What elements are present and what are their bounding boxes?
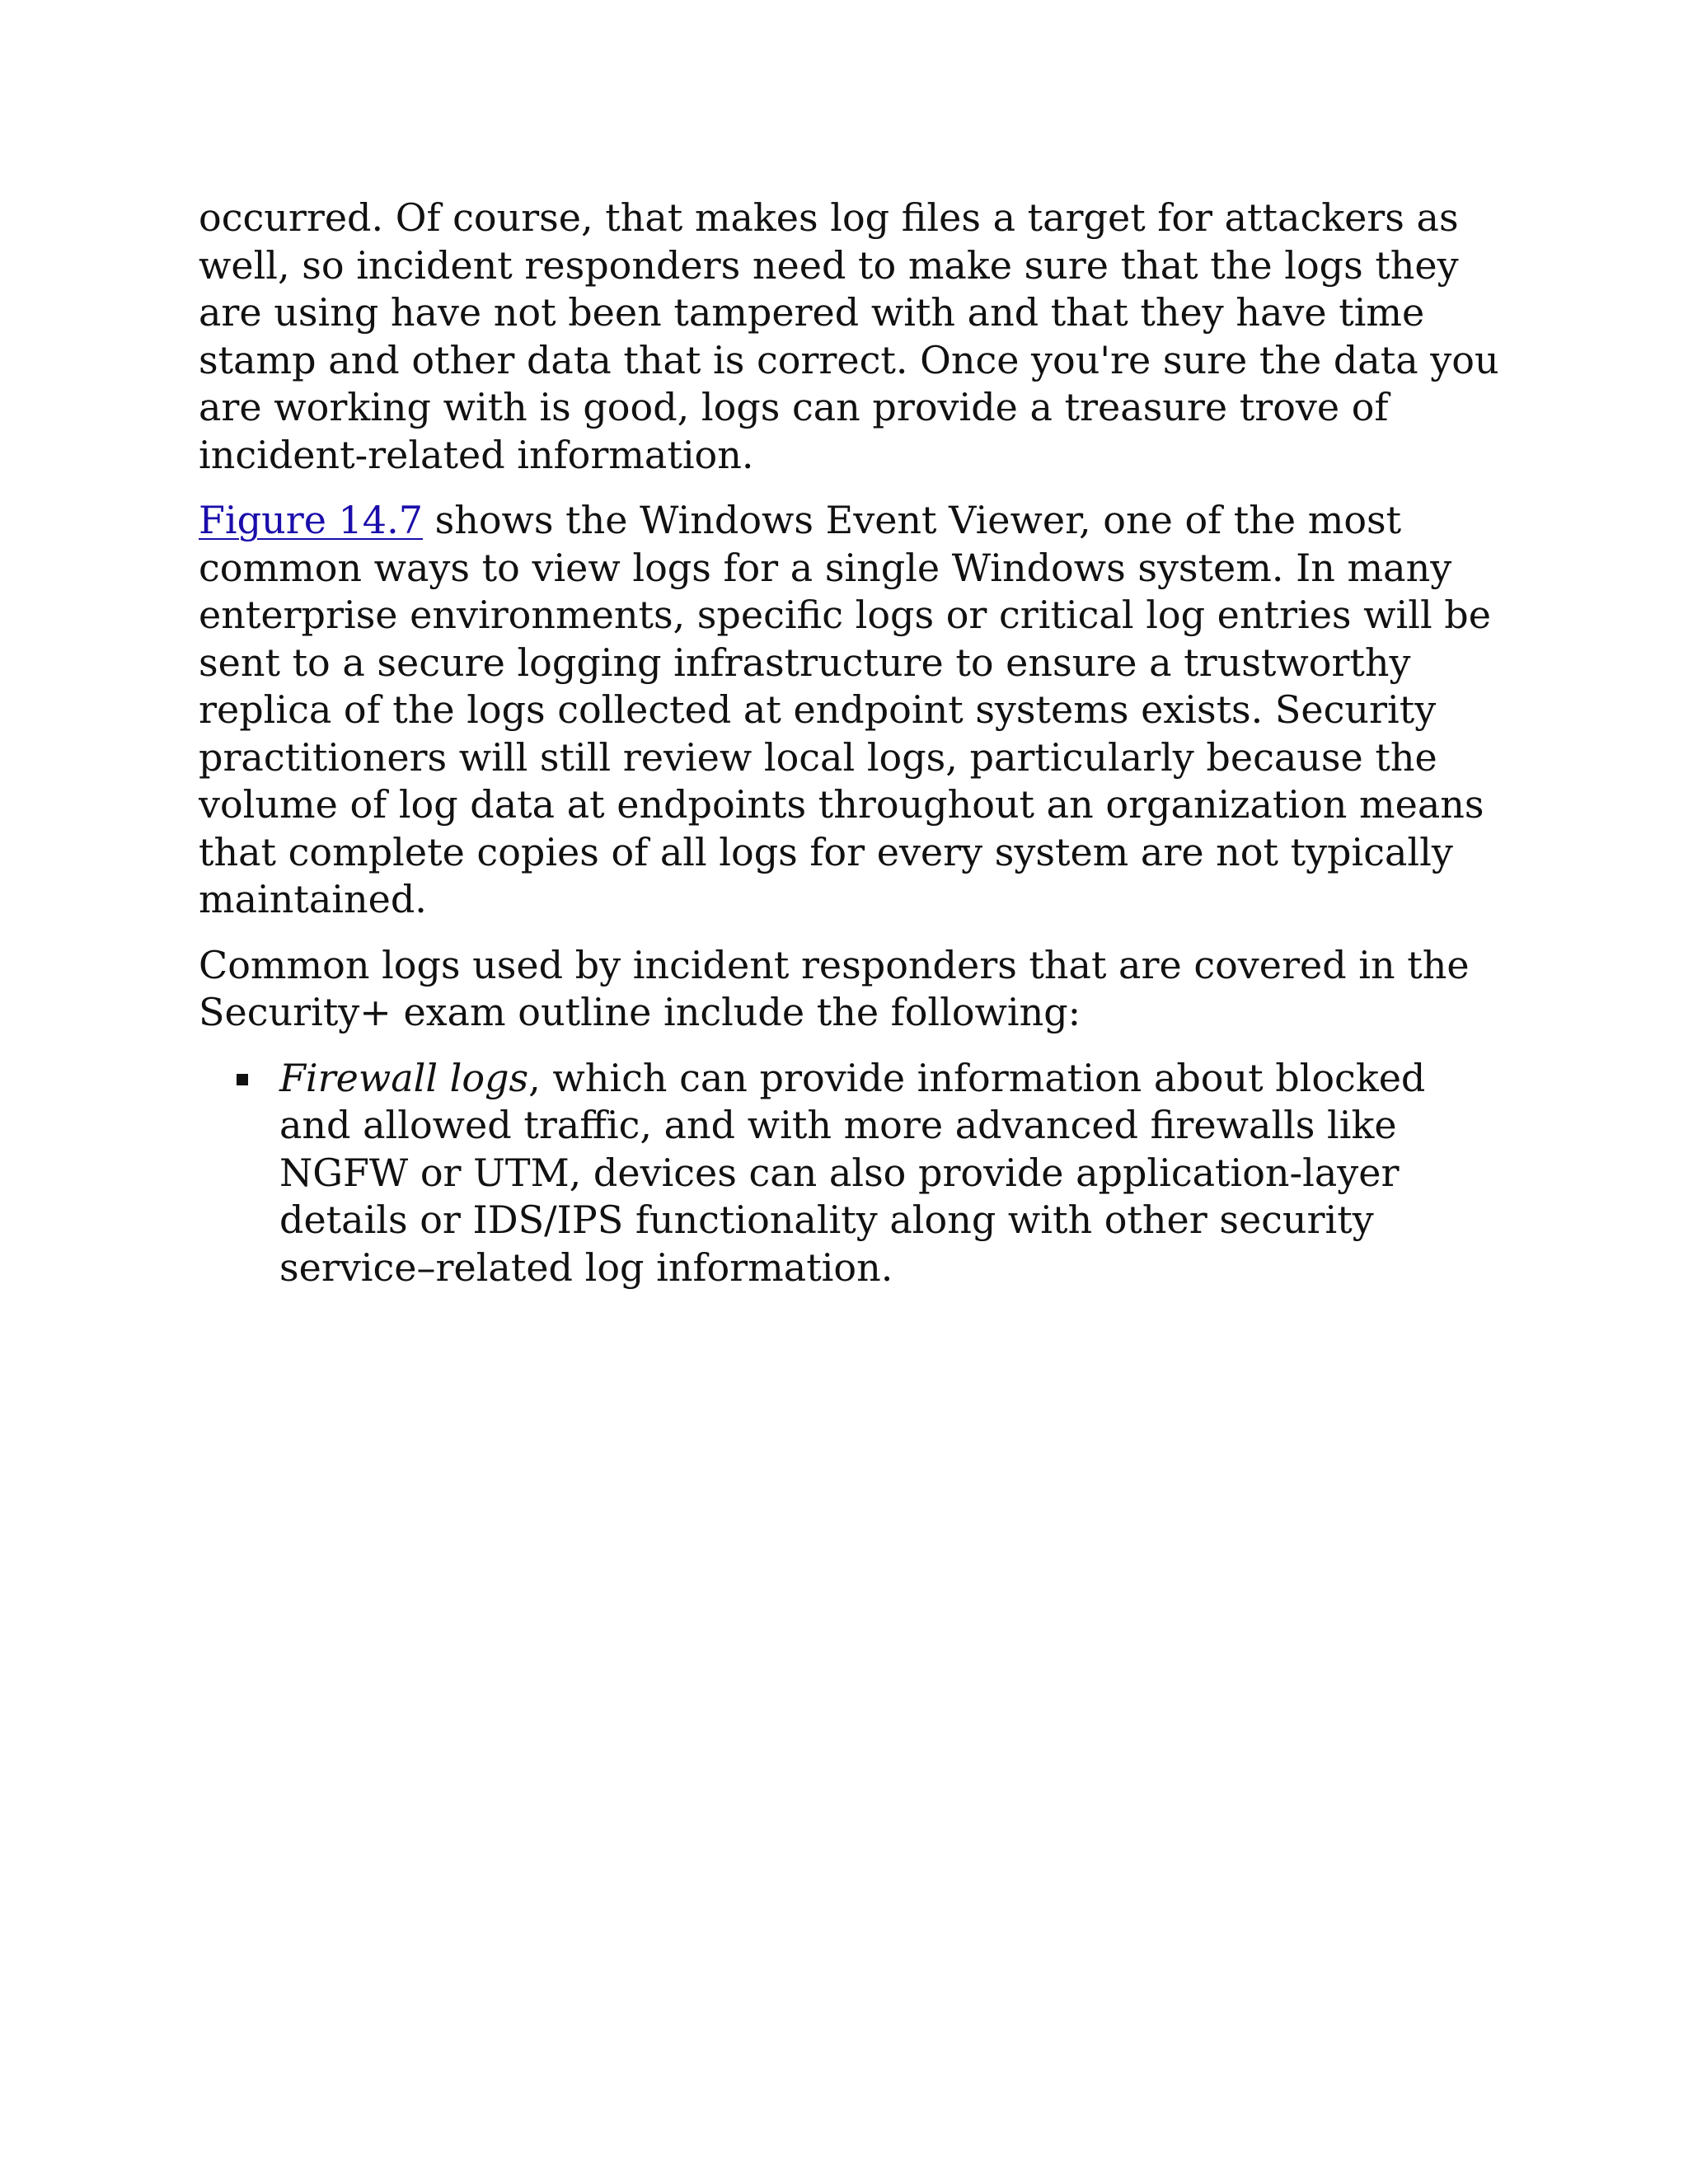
paragraph-text: Common logs used by incident responders that are covered in the Security+ exam outline include the following: (199, 942, 1470, 1034)
list-item-term: Firewall logs (279, 1055, 529, 1100)
square-bullet-icon (237, 1074, 248, 1085)
figure-link[interactable]: Figure 14.7 (199, 498, 423, 542)
list-item (279, 1055, 1501, 1292)
paragraph-common-logs (199, 942, 1501, 1037)
list-item-text: , which can provide information about blocked and allowed traffic, and with more advanced firewalls like NGFW or UTM, devices can also provide application-layer details or IDS/IPS functionality along with other security service–related log information. (279, 1055, 1426, 1290)
paragraph-text: occurred. Of course, that makes log files a target for attackers as well, so incident responders need to make sure that the logs they are using have not been tampered with and that they have time stamp and other data that is correct. Once you're sure the data you are working with is good, logs can provide a treasure trove of incident-related information. (199, 195, 1499, 477)
paragraph-event-viewer (199, 497, 1501, 924)
log-types-list (199, 1055, 1501, 1292)
document-page (199, 194, 1501, 1291)
paragraph-log-integrity (199, 194, 1501, 479)
paragraph-text: shows the Windows Event Viewer, one of the most common ways to view logs for a single Windows system. In many enterprise environments, specific logs or critical log entries will be sent to a secure logging infrastructure to ensure a trustworthy replica of the logs collected at endpoint systems exists. Security practitioners will still review local logs, particularly because the volume of log data at endpoints throughout an organization means that complete copies of all logs for every system are not typically maintained. (199, 498, 1491, 921)
